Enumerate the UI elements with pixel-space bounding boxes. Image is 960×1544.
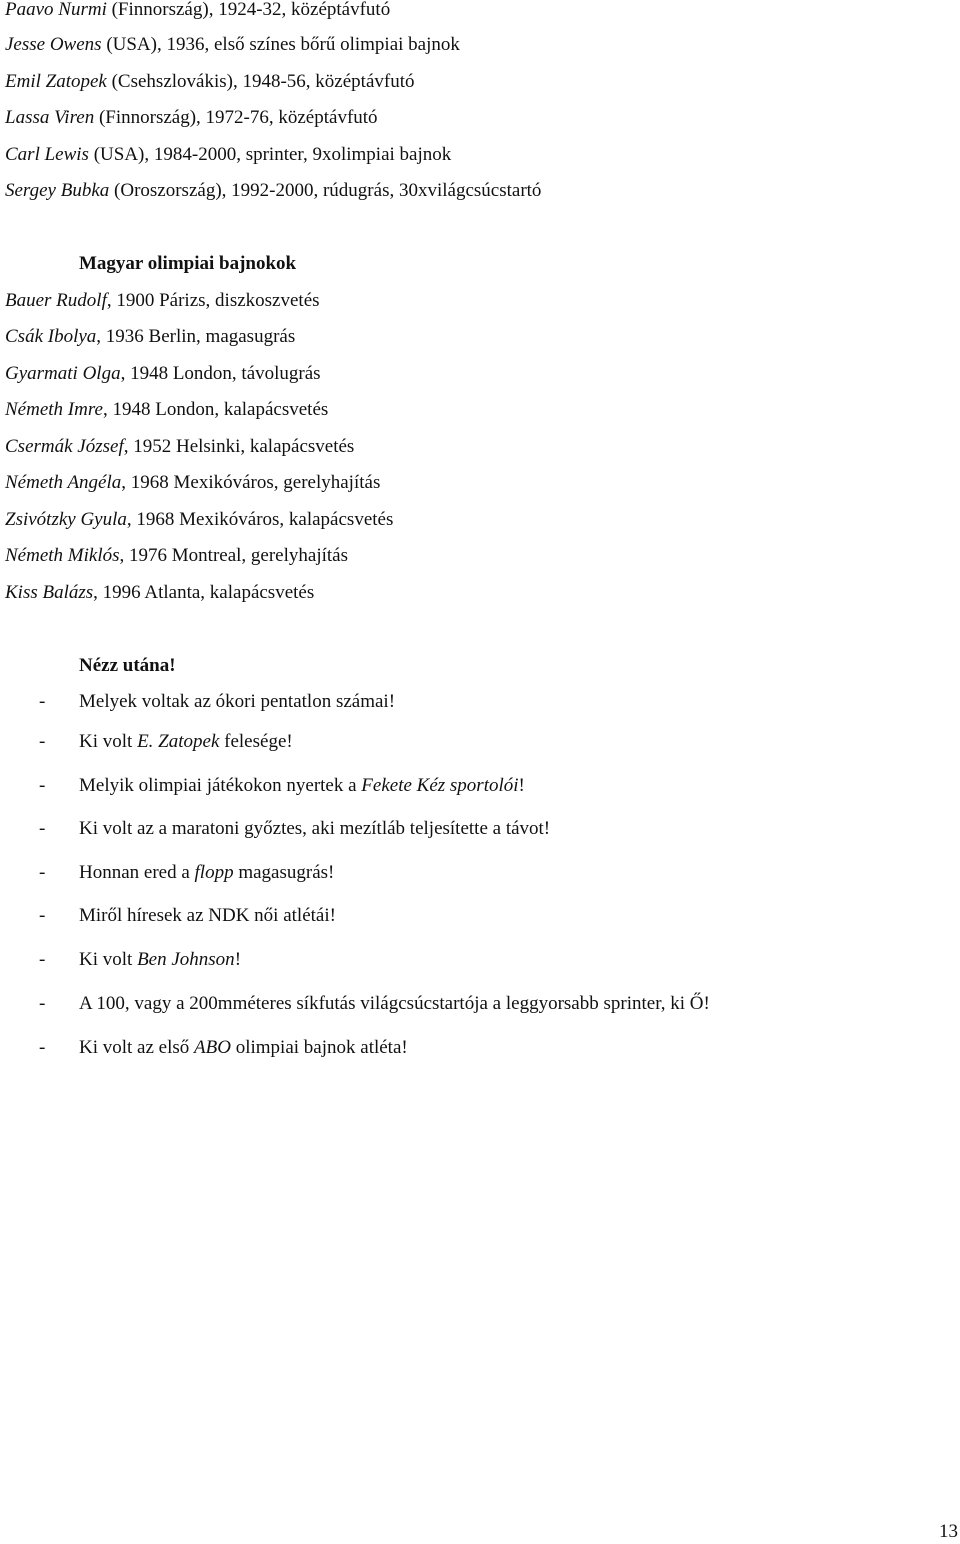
list-dash: - bbox=[39, 905, 46, 926]
athlete-name: Jesse Owens bbox=[5, 34, 102, 55]
athlete-line bbox=[5, 33, 460, 57]
champion-line bbox=[5, 325, 295, 349]
list-dash: - bbox=[39, 818, 46, 839]
question-item bbox=[39, 774, 525, 798]
question-italic: Fekete Kéz sportolói bbox=[361, 775, 519, 796]
question-italic: Ben Johnson bbox=[137, 949, 235, 970]
list-dash: - bbox=[39, 993, 46, 1014]
section-heading-research: Nézz utána! bbox=[79, 655, 176, 676]
question-italic: ABO bbox=[194, 1037, 231, 1058]
question-text-end: magasugrás! bbox=[233, 862, 335, 883]
question-item bbox=[39, 948, 241, 972]
question-text: Ki volt bbox=[79, 949, 138, 970]
champion-details: , 1952 Helsinki, kalapácsvetés bbox=[123, 436, 355, 457]
champion-details: , 1968 Mexikóváros, gerelyhajítás bbox=[121, 472, 381, 493]
question-item bbox=[39, 730, 293, 754]
question-italic: flopp bbox=[194, 862, 234, 883]
champion-name: Németh Miklós bbox=[5, 545, 120, 566]
list-dash: - bbox=[39, 775, 46, 796]
question-text: Miről híresek az NDK női atlétái! bbox=[79, 905, 336, 926]
champion-line bbox=[5, 544, 348, 568]
question-text: Ki volt az első bbox=[79, 1037, 195, 1058]
champion-name: Kiss Balázs bbox=[5, 582, 94, 603]
question-text-end: olimpiai bajnok atléta! bbox=[230, 1037, 408, 1058]
athlete-line bbox=[5, 0, 390, 22]
athlete-line bbox=[5, 179, 541, 203]
section-heading-hungarian-champions: Magyar olimpiai bajnokok bbox=[79, 253, 297, 274]
athlete-name: Lassa Viren bbox=[5, 107, 95, 128]
list-dash: - bbox=[39, 862, 46, 883]
champion-name: Németh Imre bbox=[5, 399, 103, 420]
question-text: Ki volt az a maratoni győztes, aki mezítláb teljesítette a távot! bbox=[79, 818, 551, 839]
champion-line bbox=[5, 362, 321, 386]
champion-line bbox=[5, 289, 320, 313]
athlete-name: Carl Lewis bbox=[5, 144, 89, 165]
champion-details: , 1900 Párizs, diszkoszvetés bbox=[106, 290, 320, 311]
champion-details: , 1948 London, távolugrás bbox=[120, 363, 321, 384]
champion-line bbox=[5, 398, 328, 422]
champion-name: Csák Ibolya bbox=[5, 326, 97, 347]
athlete-name: Sergey Bubka bbox=[5, 180, 110, 201]
list-dash: - bbox=[39, 949, 46, 970]
question-text-end: ! bbox=[234, 949, 242, 970]
athlete-line bbox=[5, 70, 415, 94]
champion-name: Zsivótzky Gyula bbox=[5, 509, 127, 530]
athlete-details: (Oroszország), 1992-2000, rúdugrás, 30xvilágcsúcstartó bbox=[109, 180, 542, 201]
list-dash: - bbox=[39, 691, 46, 712]
list-dash: - bbox=[39, 1037, 46, 1058]
champion-name: Gyarmati Olga bbox=[5, 363, 121, 384]
athlete-details: (Finnország), 1972-76, középtávfutó bbox=[94, 107, 378, 128]
champion-details: , 1968 Mexikóváros, kalapácsvetés bbox=[126, 509, 394, 530]
question-text: A 100, vagy a 200mméteres síkfutás világcsúcstartója a leggyorsabb sprinter, ki Ő! bbox=[79, 993, 710, 1014]
question-item bbox=[39, 1036, 408, 1060]
athlete-name: Paavo Nurmi bbox=[5, 0, 107, 20]
question-text: Honnan ered a bbox=[79, 862, 195, 883]
athlete-details: (USA), 1936, első színes bőrű olimpiai bajnok bbox=[101, 34, 460, 55]
question-text: Melyik olimpiai játékokon nyertek a bbox=[79, 775, 362, 796]
question-item bbox=[39, 690, 395, 714]
athlete-details: (Csehszlovákis), 1948-56, középtávfutó bbox=[106, 71, 415, 92]
question-item bbox=[39, 861, 334, 885]
question-text-end: felesége! bbox=[219, 731, 293, 752]
athlete-details: (USA), 1984-2000, sprinter, 9xolimpiai bajnok bbox=[88, 144, 452, 165]
champion-line bbox=[5, 508, 393, 532]
champion-line bbox=[5, 471, 380, 495]
question-text-end: ! bbox=[518, 775, 525, 796]
athlete-name: Emil Zatopek bbox=[5, 71, 107, 92]
question-italic: E. Zatopek bbox=[137, 731, 220, 752]
champion-name: Bauer Rudolf bbox=[5, 290, 107, 311]
question-item bbox=[39, 904, 336, 928]
question-text: Ki volt bbox=[79, 731, 138, 752]
champion-details: , 1976 Montreal, gerelyhajítás bbox=[119, 545, 348, 566]
athlete-details: (Finnország), 1924-32, középtávfutó bbox=[106, 0, 391, 20]
athlete-line bbox=[5, 143, 451, 167]
champion-details: , 1948 London, kalapácsvetés bbox=[102, 399, 329, 420]
question-text: Melyek voltak az ókori pentatlon számai! bbox=[79, 691, 396, 712]
champion-name: Csermák József bbox=[5, 436, 124, 457]
champion-line bbox=[5, 581, 314, 605]
page-number: 13 bbox=[939, 1521, 958, 1542]
athlete-line bbox=[5, 106, 378, 130]
question-item bbox=[39, 817, 550, 841]
list-dash: - bbox=[39, 731, 46, 752]
champion-line bbox=[5, 435, 354, 459]
champion-name: Németh Angéla bbox=[5, 472, 122, 493]
champion-details: , 1996 Atlanta, kalapácsvetés bbox=[93, 582, 315, 603]
champion-details: , 1936 Berlin, magasugrás bbox=[96, 326, 296, 347]
question-item bbox=[39, 992, 710, 1016]
